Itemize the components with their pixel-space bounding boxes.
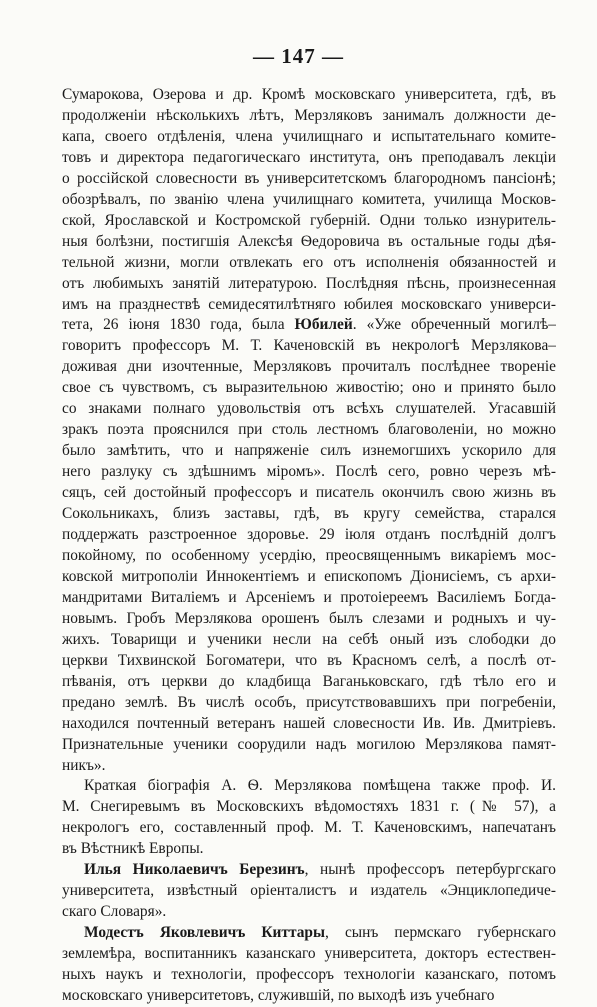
text-line (62, 378, 556, 399)
text-line (62, 253, 556, 274)
bold-name: Модестъ Яковлевичъ Киттары (84, 924, 326, 942)
text-segment: Сумарокова, Озерова и др. Кромѣ московскаго университета, гдѣ, въ (62, 86, 556, 103)
text-segment: покойному, по особенному усердію, преосвященнымъ викаріемъ мос- (62, 546, 556, 564)
text-line (62, 735, 556, 756)
text-line (62, 797, 556, 818)
bold-name: Юбилей (294, 316, 353, 334)
text-segment: Краткая біографія А. Ѳ. Мерзлякова помѣщена также проф. И. (84, 777, 556, 795)
text-segment: доживая дни изочтенные, Мерзляковъ прочиталъ послѣднее твореніе (62, 358, 556, 376)
text-segment: мандритами Виталіемъ и Арсеніемъ и протоіереемъ Василіемъ Богда- (62, 588, 556, 606)
text-segment: скаго Словаря». (62, 903, 167, 921)
text-line (62, 336, 556, 357)
text-line (62, 399, 556, 420)
text-segment: имъ на празднествѣ семидесятилѣтняго юбилея московскаго универси- (62, 295, 556, 313)
text-segment: ковской митрополіи Иннокентіемъ и епископомъ Діонисіемъ, съ архи- (62, 567, 556, 585)
text-segment: предано землѣ. Въ числѣ особъ, присутствовавшихъ при погребеніи, (62, 693, 556, 711)
text-line (62, 630, 556, 651)
text-line (62, 315, 556, 336)
text-segment: капа, своего отдѣленія, члена училищнаго и испытательнаго комите- (62, 127, 556, 145)
text-segment: университета, извѣстный оріенталистъ и издатель «Энциклопедиче- (62, 882, 556, 900)
text-line (62, 106, 556, 127)
text-segment: сяцъ, сей достойный профессоръ и писатель окончилъ свою жизнь въ (62, 484, 556, 502)
text-line (62, 85, 556, 106)
text-segment: церкви Тихвинской Богоматери, что въ Красномъ селѣ, а послѣ от- (62, 651, 556, 669)
text-segment: , сынъ пермскаго губернскаго (325, 924, 556, 942)
text-segment: М. Снегиревымъ въ Московскихъ вѣдомостяхъ 1831 г. (№ 57), а (62, 798, 556, 816)
text-line (62, 274, 556, 295)
bold-name: Илья Николаевичъ Березинъ (84, 861, 305, 879)
text-segment: Признательные ученики соорудили надъ могилою Мерзлякова памят- (62, 735, 556, 753)
text-segment: пѣванія, отъ церкви до кладбища Ваганьковскаго, гдѣ тѣло его и (62, 672, 556, 690)
paragraph (62, 776, 556, 860)
text-segment: поддержать разстроенное здоровье. 29 іюля отданъ послѣдній долгъ (62, 526, 556, 544)
text-segment: обозрѣвалъ, по званію члена училищнаго комитета, училища Москов- (62, 190, 556, 208)
text-line (62, 483, 556, 504)
text-line (62, 441, 556, 462)
text-line (62, 776, 556, 797)
text-segment: московскаго университетовъ, служившій, по выходѣ изъ учебнаго (62, 986, 495, 1004)
text-segment: товъ и директора педагогическаго института, онъ преподавалъ лекціи (62, 148, 556, 166)
text-segment: отъ любимыхъ занятій литературою. Послѣдняя пѣснь, произнесенная (62, 274, 556, 292)
text-segment: со знаками полнаго удовольствія отъ всѣхъ слушателей. Угасавшій (62, 400, 556, 418)
text-line (62, 127, 556, 148)
text-line (62, 357, 556, 378)
text-line (62, 818, 556, 839)
text-line (62, 714, 556, 735)
text-line (62, 881, 556, 902)
text-line (62, 546, 556, 567)
text-line (62, 148, 556, 169)
text-line (62, 651, 556, 672)
text-segment: въ Вѣстникѣ Европы. (62, 840, 204, 858)
text-line (62, 525, 556, 546)
text-segment: тета, 26 іюня 1830 года, была (62, 316, 295, 334)
text-line (62, 462, 556, 483)
text-segment: говоритъ профессоръ М. Т. Каченовскій въ некрологѣ Мерзлякова– (62, 337, 556, 355)
text-segment: продолженіи нѣсколькихъ лѣтъ, Мерзляковъ занималъ должности де- (62, 106, 556, 124)
text-line (62, 923, 556, 944)
text-segment: некрологъ его, составленный проф. М. Т. Каченовскимъ, напечатанъ (62, 819, 556, 837)
paragraph (62, 85, 556, 776)
text-line (62, 211, 556, 232)
text-segment: зракъ поэта прояснился при столь лестномъ благоволеніи, но можно (62, 421, 556, 439)
text-segment: ныхъ наукъ и технологіи, профессоръ технологіи казанскаго, потомъ (62, 966, 556, 984)
text-line (62, 944, 556, 965)
text-segment: жихъ. Товарищи и ученики несли на себѣ оный изъ слободки до (62, 630, 556, 648)
text-line (62, 504, 556, 525)
text-segment: него разлуку съ здѣшнимъ міромъ». Послѣ сего, ровно черезъ мѣ- (62, 463, 556, 481)
text-segment: ской, Ярославской и Костромской губерній. Одни только изнуритель- (62, 211, 556, 229)
paragraph (62, 860, 556, 923)
text-segment: Сокольникахъ, близъ заставы, гдѣ, въ кругу семейства, старался (62, 505, 556, 523)
text-segment: . «Уже обреченный могилѣ– (352, 316, 556, 334)
text-line (62, 693, 556, 714)
text-segment: новымъ. Гробъ Мерзлякова орошенъ былъ слезами и родныхъ и чу- (62, 609, 556, 627)
text-line (62, 672, 556, 693)
text-line (62, 169, 556, 190)
text-segment: о россійской словесности въ университетскомъ благородномъ пансіонѣ; (62, 169, 556, 187)
body-text (62, 85, 556, 1007)
text-segment: никъ». (62, 756, 106, 774)
text-segment: свое съ чувствомъ, съ выразительною живостію; оно и принято было (62, 379, 556, 397)
text-line (62, 986, 556, 1007)
text-line (62, 295, 556, 316)
text-line (62, 902, 556, 923)
text-line (62, 420, 556, 441)
text-line (62, 567, 556, 588)
text-segment: землемѣра, воспитанникъ казанскаго университета, докторъ естествен- (62, 945, 556, 963)
text-line (62, 190, 556, 211)
text-segment: , нынѣ профессоръ петербургскаго (304, 861, 556, 879)
text-segment: находился почтенный ветеранъ нашей словесности Ив. Ив. Дмитріевъ. (62, 714, 556, 732)
text-segment: ныя болѣзни, постигшія Алексѣя Ѳедоровича въ остальные годы дѣя- (62, 232, 556, 250)
text-line (62, 232, 556, 253)
text-line (62, 965, 556, 986)
text-line (62, 609, 556, 630)
text-line (62, 860, 556, 881)
page-number: — 147 — (253, 44, 344, 68)
text-line (62, 588, 556, 609)
paragraph (62, 923, 556, 1007)
text-segment: было замѣтить, что и напряженіе силъ изнемогшихъ ускорило для (62, 442, 556, 460)
text-segment: тельной жизни, могли отвлекать его отъ исполненія обязанностей и (62, 253, 556, 271)
text-line (62, 756, 556, 777)
text-line (62, 839, 556, 860)
